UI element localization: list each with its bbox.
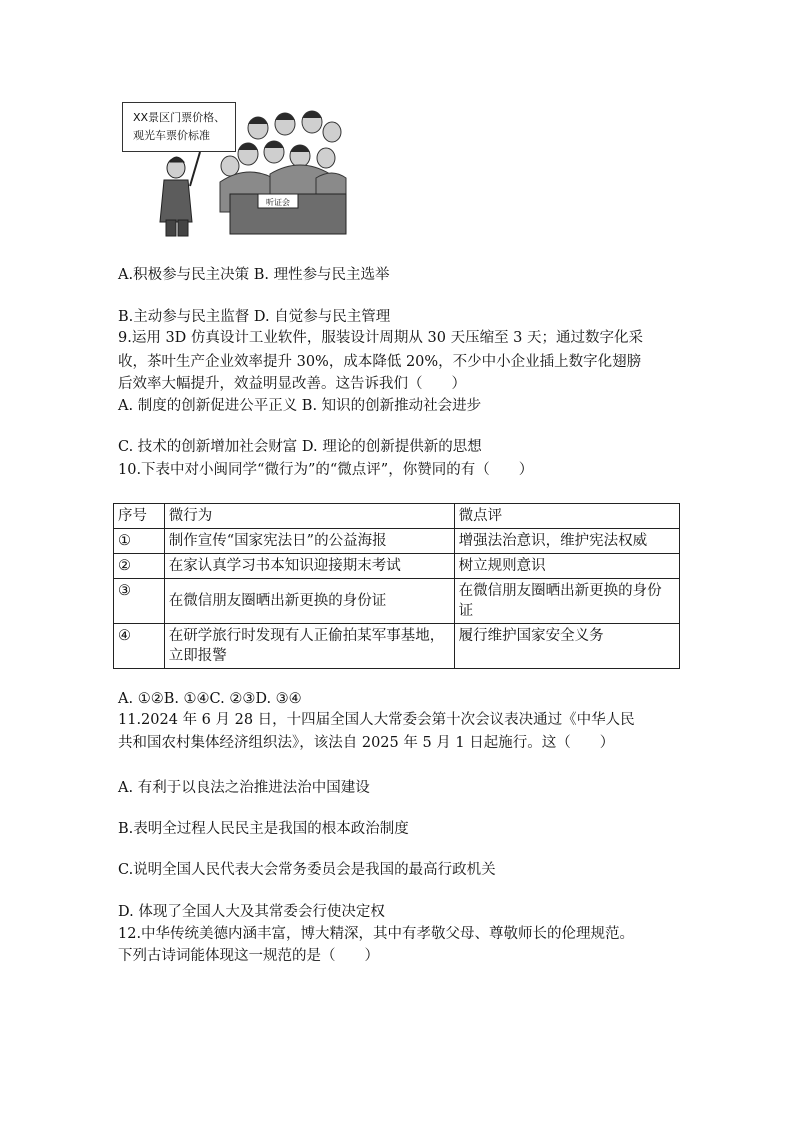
row-behavior: 在微信朋友圈晒出新更换的身份证 bbox=[164, 579, 454, 624]
table-header-row bbox=[114, 504, 680, 529]
banner-label: 听证会 bbox=[266, 198, 290, 207]
table-row bbox=[114, 529, 680, 554]
q11-stem-line-2: 共和国农村集体经济组织法》，该法自 2025 年 5 月 1 日起施行。这（ ） bbox=[118, 735, 615, 751]
q8-options-line-1: A.积极参与民主决策 B. 理性参与民主选举 bbox=[118, 267, 390, 283]
q11-option-d: D. 体现了全国人大及其常委会行使决定权 bbox=[118, 904, 385, 920]
row-index: ① bbox=[114, 529, 165, 554]
q8-options-line-2: B.主动参与民主监督 D. 自觉参与民主管理 bbox=[118, 309, 391, 325]
header-index: 序号 bbox=[114, 504, 165, 529]
q9-options-line-2: C. 技术的创新增加社会财富 D. 理论的创新提供新的思想 bbox=[118, 439, 482, 455]
q11-option-b: B.表明全过程人民民主是我国的根本政治制度 bbox=[118, 821, 409, 837]
row-comment: 履行维护国家安全义务 bbox=[454, 624, 679, 669]
q9-stem-line-3: 后效率大幅提升，效益明显改善。这告诉我们（ ） bbox=[118, 376, 466, 392]
row-comment: 在微信朋友圈晒出新更换的身份证 bbox=[454, 579, 679, 624]
table-row bbox=[114, 624, 680, 669]
row-comment: 树立规则意识 bbox=[454, 554, 679, 579]
q10-stem: 10.下表中对小闽同学“微行为”的“微点评”，你赞同的有（ ） bbox=[118, 462, 534, 478]
header-comment: 微点评 bbox=[454, 504, 679, 529]
q12-stem-line-1: 12.中华传统美德内涵丰富，博大精深，其中有孝敬父母、尊敬师长的伦理规范。 bbox=[118, 926, 635, 942]
header-behavior: 微行为 bbox=[164, 504, 454, 529]
row-behavior: 制作宣传“国家宪法日”的公益海报 bbox=[164, 529, 454, 554]
row-behavior: 在家认真学习书本知识迎接期末考试 bbox=[164, 554, 454, 579]
q12-stem-line-2: 下列古诗词能体现这一规范的是（ ） bbox=[118, 948, 379, 964]
sign-line-1: XX景区门票价格、 bbox=[133, 111, 226, 124]
q10-options: A. ①②B. ①④C. ②③D. ③④ bbox=[118, 691, 302, 707]
q9-stem-line-1: 9.运用 3D 仿真设计工业软件，服装设计周期从 30 天压缩至 3 天；通过数字化采 bbox=[118, 330, 644, 346]
row-index: ③ bbox=[114, 579, 165, 624]
price-sign bbox=[122, 102, 236, 152]
q10-table bbox=[113, 503, 680, 669]
row-index: ② bbox=[114, 554, 165, 579]
row-index: ④ bbox=[114, 624, 165, 669]
q11-option-a: A. 有利于以良法之治推进法治中国建设 bbox=[118, 780, 370, 796]
q9-stem-line-2: 收，茶叶生产企业效率提升 30%，成本降低 20%，不少中小企业插上数字化翅膀 bbox=[118, 354, 642, 370]
q9-options-line-1: A. 制度的创新促进公平正义 B. 知识的创新推动社会进步 bbox=[118, 398, 482, 414]
sign-line-2: 观光车票价标准 bbox=[133, 129, 210, 142]
q11-option-c: C.说明全国人民代表大会常务委员会是我国的最高行政机关 bbox=[118, 862, 496, 878]
q11-stem-line-1: 11.2024 年 6 月 28 日，十四届全国人大常委会第十次会议表决通过《中华人民 bbox=[118, 712, 635, 728]
table-row bbox=[114, 554, 680, 579]
row-comment: 增强法治意识，维护宪法权威 bbox=[454, 529, 679, 554]
row-behavior: 在研学旅行时发现有人正偷拍某军事基地，立即报警 bbox=[164, 624, 454, 669]
table-row bbox=[114, 579, 680, 624]
